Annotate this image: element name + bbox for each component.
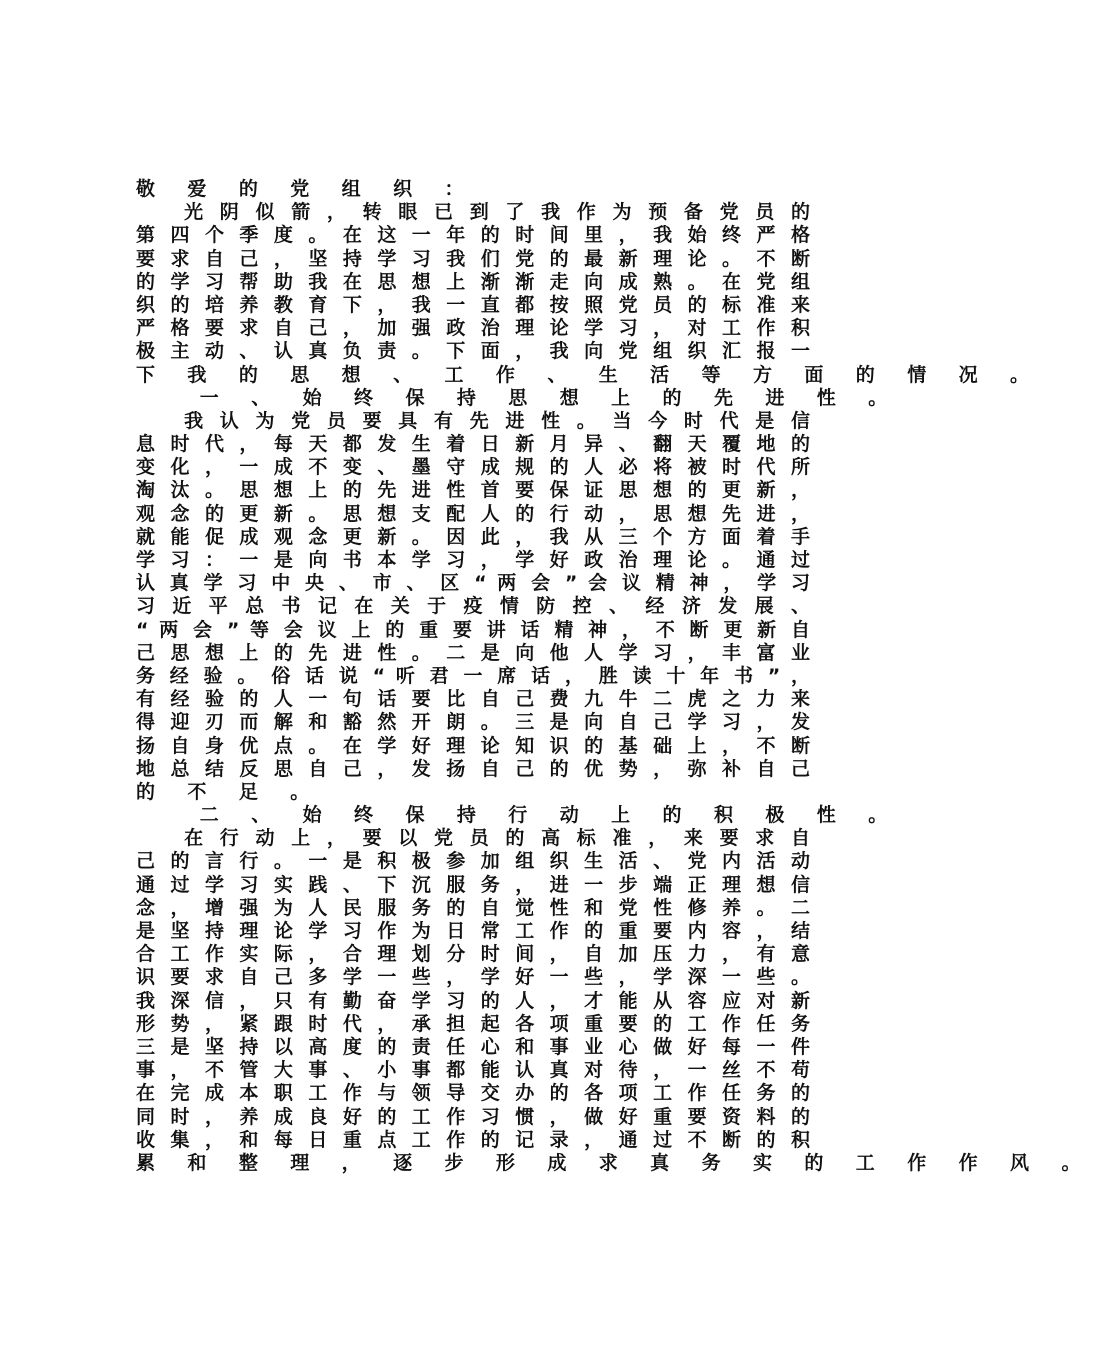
text-line: 光 阴 似 箭 ， 转 眼 已 到 了 我 作 为 预 备 党 员 的	[136, 201, 810, 224]
text-line: 事 ， 不 管 大 事 、 小 事 都 能 认 真 对 待 ， 一 丝 不 苟	[136, 1059, 810, 1082]
text-line: 淘 汰 。 思 想 上 的 先 进 性 首 要 保 证 思 想 的 更 新 ，	[136, 479, 810, 502]
text-line: 累 和 整 理 ， 逐 步 形 成 求 真 务 实 的 工 作 作 风 。	[136, 1151, 1093, 1174]
text-line: 的 不 足 。	[136, 780, 323, 803]
text-line: 极 主 动 、 认 真 负 责 。 下 面 ， 我 向 党 组 织 汇 报 一	[136, 340, 810, 363]
text-line: 敬 爱 的 党 组 织 ：	[136, 178, 477, 200]
text-line: 就 能 促 成 观 念 更 新 。 因 此 ， 我 从 三 个 方 面 着 手	[136, 525, 810, 548]
text-line: 织 的 培 养 教 育 下 ， 我 一 直 都 按 照 党 员 的 标 准 来	[136, 293, 810, 316]
text-line: 得 迎 刃 而 解 和 豁 然 开 朗 。 三 是 向 自 己 学 习 ， 发	[136, 711, 810, 734]
text-line: 严 格 要 求 自 己 ， 加 强 政 治 理 论 学 习 ， 对 工 作 积	[136, 317, 810, 340]
text-line: 学 习 ： 一 是 向 书 本 学 习 ， 学 好 政 治 理 论 。 通 过	[136, 549, 810, 571]
text-line: 己 思 想 上 的 先 进 性 。 二 是 向 他 人 学 习 ， 丰 富 业	[136, 641, 810, 664]
text-line: 息 时 代 ， 每 天 都 发 生 着 日 新 月 异 、 翻 天 覆 地 的	[136, 433, 810, 456]
text-line: 一 、 始 终 保 持 思 想 上 的 先 进 性 。	[136, 386, 901, 409]
text-line: 要 求 自 己 ， 坚 持 学 习 我 们 党 的 最 新 理 论 。 不 断	[136, 247, 810, 270]
text-line: 务 经 验 。 俗 话 说 “ 听 君 一 席 话 ， 胜 读 十 年 书 ” ，	[136, 664, 810, 687]
text-line: 是 坚 持 理 论 学 习 作 为 日 常 工 作 的 重 要 内 容 ， 结	[136, 920, 810, 942]
text-line: 的 学 习 帮 助 我 在 思 想 上 渐 渐 走 向 成 熟 。 在 党 组	[136, 270, 810, 293]
text-line: 我 认 为 党 员 要 具 有 先 进 性 。 当 今 时 代 是 信	[136, 409, 810, 432]
text-line: 观 念 的 更 新 。 思 想 支 配 人 的 行 动 ， 思 想 先 进 ，	[136, 502, 810, 525]
text-line: 习 近 平 总 书 记 在 关 于 疫 情 防 控 、 经 济 发 展 、	[136, 595, 810, 618]
text-line: 地 总 结 反 思 自 己 ， 发 扬 自 己 的 优 势 ， 弥 补 自 己	[136, 757, 810, 780]
text-line: 我 深 信 ， 只 有 勤 奋 学 习 的 人 ， 才 能 从 容 应 对 新	[136, 989, 810, 1012]
text-line: 认 真 学 习 中 央 、 市 、 区 “ 两 会 ” 会 议 精 神 ， 学 习	[136, 572, 810, 595]
text-line: 同 时 ， 养 成 良 好 的 工 作 习 惯 ， 做 好 重 要 资 料 的	[136, 1105, 810, 1128]
text-line: 在 行 动 上 ， 要 以 党 员 的 高 标 准 ， 来 要 求 自	[136, 827, 810, 850]
text-line: 下 我 的 思 想 、 工 作 、 生 活 等 方 面 的 情 况 。	[136, 363, 1042, 386]
text-line: 在 完 成 本 职 工 作 与 领 导 交 办 的 各 项 工 作 任 务 的	[136, 1082, 810, 1105]
text-line: 收 集 ， 和 每 日 重 点 工 作 的 记 录 ， 通 过 不 断 的 积	[136, 1128, 810, 1151]
text-line: “ 两 会 ” 等 会 议 上 的 重 要 讲 话 精 神 ， 不 断 更 新 自	[136, 618, 810, 641]
text-line: 三 是 坚 持 以 高 度 的 责 任 心 和 事 业 心 做 好 每 一 件	[136, 1035, 810, 1058]
text-line: 扬 自 身 优 点 。 在 学 好 理 论 知 识 的 基 础 上 ， 不 断	[136, 734, 810, 757]
text-line: 识 要 求 自 己 多 学 一 些 ， 学 好 一 些 ， 学 深 一 些 。	[136, 966, 810, 989]
text-line: 合 工 作 实 际 ， 合 理 划 分 时 间 ， 自 加 压 力 ， 有 意	[136, 943, 810, 966]
text-line: 有 经 验 的 人 一 句 话 要 比 自 己 费 九 牛 二 虎 之 力 来	[136, 688, 810, 711]
text-line: 通 过 学 习 实 践 、 下 沉 服 务 ， 进 一 步 端 正 理 想 信	[136, 873, 810, 896]
text-line: 念 ， 增 强 为 人 民 服 务 的 自 觉 性 和 党 性 修 养 。 二	[136, 896, 810, 919]
text-line: 第 四 个 季 度 。 在 这 一 年 的 时 间 里 ， 我 始 终 严 格	[136, 224, 810, 247]
document-page	[136, 178, 1093, 1175]
text-line: 变 化 ， 一 成 不 变 、 墨 守 成 规 的 人 必 将 被 时 代 所	[136, 456, 810, 479]
text-line: 己 的 言 行 。 一 是 积 极 参 加 组 织 生 活 、 党 内 活 动	[136, 850, 810, 873]
text-line: 形 势 ， 紧 跟 时 代 ， 承 担 起 各 项 重 要 的 工 作 任 务	[136, 1012, 810, 1035]
text-line: 二 、 始 终 保 持 行 动 上 的 积 极 性 。	[136, 804, 901, 827]
